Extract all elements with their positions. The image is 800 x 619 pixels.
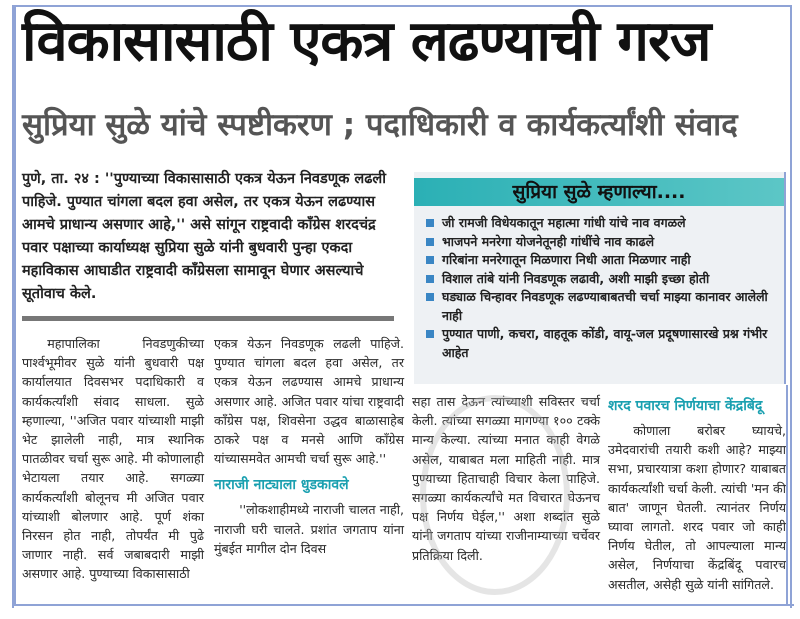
list-item-text: गरिबांना मनरेगातून मिळणारा निधी आता मिळणार नाही: [442, 252, 691, 267]
divider: [22, 316, 394, 321]
square-bullet-icon: [426, 275, 434, 283]
body-column-4: [608, 395, 786, 594]
bottom-rule: [14, 604, 794, 606]
subheadline: सुप्रिया सुळे यांचे स्पष्टीकरण ; पदाधिकारी व कार्यकर्त्यांशी संवाद: [22, 107, 738, 143]
body-paragraph: एकत्र येऊन निवडणूक लढली पाहिजे. पुण्यात चांगला बदल हवा असेल, तर एकत्र येऊन लढण्यास आमचे प्राधान्य असणार आहे. अजित पवार यांचा राष्ट्रवादी काँग्रेस पक्ष, शिवसेना उद्धव बाळासाहेब ठाकरे पक्ष व मनसे आणि काँग्रेस यांच्यासमवेत आमची चर्चा सुरू आहे.'': [214, 336, 404, 467]
list-item-text: विशाल तांबे यांनी निवडणूक लढावी, अशी माझी इच्छा होती: [442, 270, 710, 286]
headline: विकासासाठी एकत्र लढण्याची गरज: [22, 9, 711, 74]
body-paragraph: कोणाला बरोबर घ्यायचे, उमेदवारांची तयारी कशी आहे? माझ्या सभा, प्रचारयात्रा कशा होणार? याबाबत कार्यकर्त्यांशी चर्चा केली. त्यांची 'मन की बात' जाणून घेतली. त्यानंतर निर्णय घ्यावा लागतो. शरद पवार जो काही निर्णय घेतील, तो आपल्याला मान्य असेल, निर्णयाचा केंद्रबिंदू पवारच असतील, असेही सुळे यांनी सांगितले.: [608, 423, 786, 592]
list-item: [424, 214, 776, 233]
body-paragraph: सहा तास देऊन त्यांच्याशी सविस्तर चर्चा केली. त्यांच्या सगळ्या मागण्या १०० टक्के मान्य केल्या. त्यांच्या मनात काही वेगळे असेल, याबाबत मला माहिती नाही. मात्र पुण्याच्या हिताचाही विचार केला पाहिजे. सगळ्या कार्यकर्त्यांचे मत विचारत घेऊनच पक्ष निर्णय घेईल,'' अशा शब्दांत सुळे यांनी जगताप यांच्या राजीनाम्याच्या चर्चेवर प्रतिक्रिया दिली.: [412, 394, 600, 563]
quotes-box: [414, 172, 786, 384]
quotes-list: [414, 206, 784, 362]
section-subheading: नाराजी नाट्याला धुडकावले: [214, 477, 349, 494]
square-bullet-icon: [426, 330, 434, 338]
list-item: [424, 288, 776, 325]
list-item: [424, 325, 776, 362]
list-item-text: भाजपने मनरेगा योजनेतूनही गांधींचे नाव काढले: [442, 233, 655, 249]
body-paragraph: ''लोकशाहीमध्ये नाराजी चालत नाही, नाराजी घरी चालते. प्रशांत जगताप यांना मुंबईत मागील दोन दिवस: [214, 502, 404, 556]
quotes-box-title: सुप्रिया सुळे म्हणाल्या....: [414, 178, 784, 206]
section-subheading: शरद पवारच निर्णयाचा केंद्रबिंदू: [608, 398, 763, 414]
list-item-text: जी रामजी विधेयकातून महात्मा गांधी यांचे नाव वगळले: [442, 215, 686, 230]
right-rule: [786, 385, 788, 605]
list-item-text: घड्याळ चिन्हावर निवडणूक लढण्याबाबतची चर्चा माझ्या कानावर आलेली नाही: [442, 289, 768, 323]
list-item-text: पुण्यात पाणी, कचरा, वाहतूक कोंडी, वायू-जल प्रदूषणासारखे प्रश्न गंभीर आहेत: [442, 326, 768, 360]
lead-paragraph: पुणे, ता. २४ : ''पुण्याच्या विकासासाठी एकत्र येऊन निवडणूक लढली पाहिजे. पुण्यात चांगला बदल हवा असेल, तर एकत्र येऊन लढण्यास आमचे प्राधान्य असणार आहे,'' असे सांगून राष्ट्रवादी काँग्रेस शरदचंद्र पवार पक्षाच्या कार्याध्यक्ष सुप्रिया सुळे यांनी बुधवारी पुन्हा एकदा महाविकास आघाडीत राष्ट्रवादी काँग्रेसला सामावून घेणार असल्याचे सूतोवाच केले.: [22, 171, 386, 302]
list-item: [424, 270, 776, 289]
square-bullet-icon: [426, 238, 434, 246]
body-column-2: [214, 334, 404, 558]
list-item: [424, 233, 776, 252]
square-bullet-icon: [426, 256, 434, 264]
body-paragraph: महापालिका निवडणुकीच्या पार्श्वभूमीवर सुळे यांनी बुधवारी पक्ष कार्यालयात दिवसभर पदाधिकारी व कार्यकर्त्यांशी संवाद साधला. सुळे म्हणाल्या, ''अजित पवार यांच्याशी माझी भेट झालेली नाही, मात्र स्थानिक पातळीवर चर्चा सुरू आहे. मी कोणालाही भेटायला तयार आहे. सगळ्या कार्यकर्त्यांशी बोलूनच मी अजित पवार यांच्याशी बोलणार आहे. पूर्ण शंका निरसन होत नाही, तोपर्यंत मी पुढे जाणार नाही. सर्व जबाबदारी माझी असणार आहे. पुण्याच्या विकासासाठी: [22, 336, 204, 582]
left-rule: [14, 5, 16, 605]
list-item: [424, 251, 776, 270]
square-bullet-icon: [426, 219, 434, 227]
square-bullet-icon: [426, 293, 434, 301]
body-column-3: [412, 392, 600, 565]
body-column-1: [22, 334, 204, 584]
